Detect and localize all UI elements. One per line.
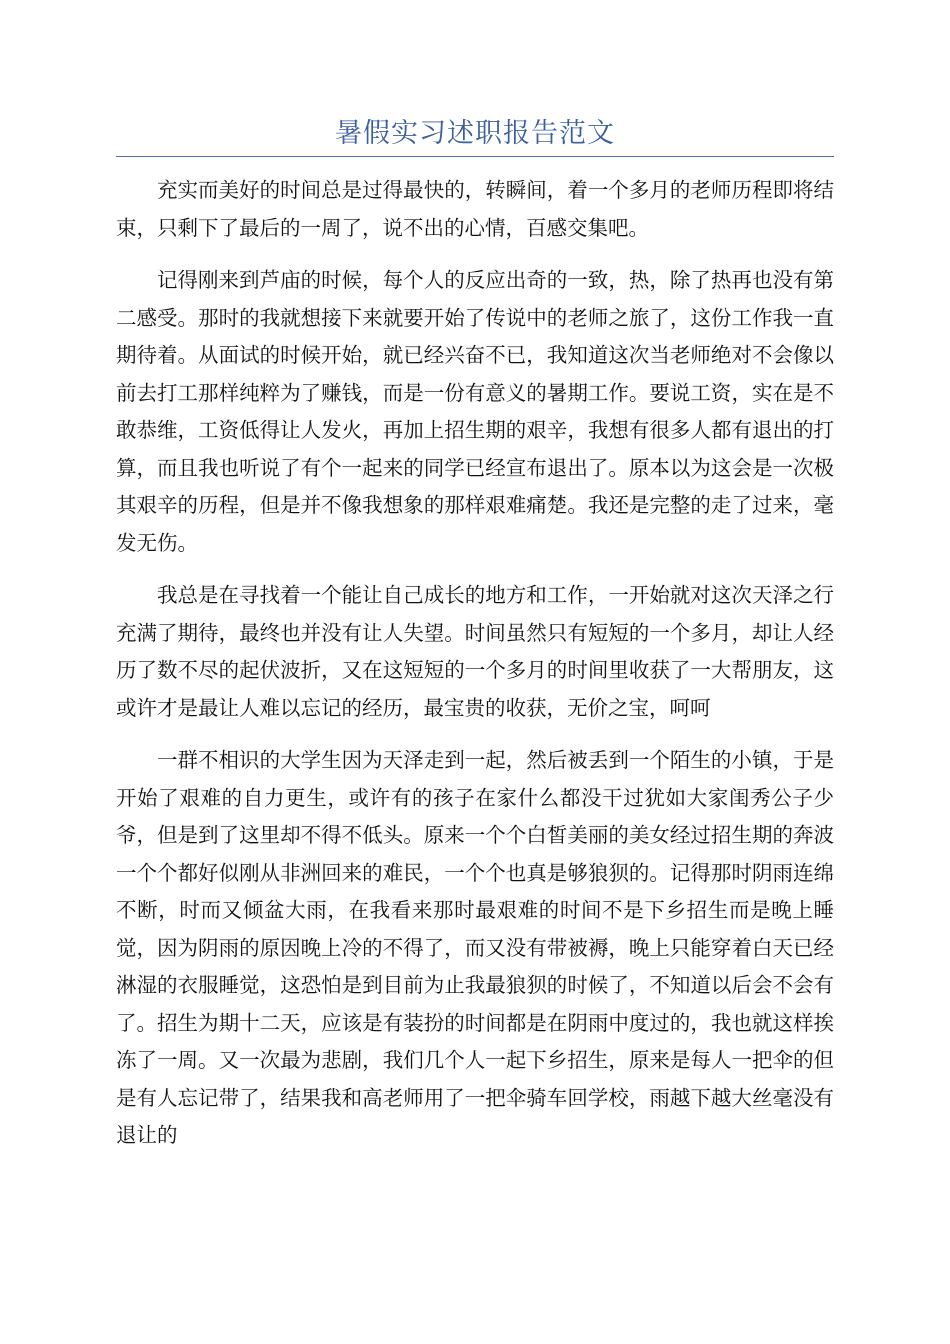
title-bar	[116, 112, 834, 157]
paragraph-2: 记得刚来到芦庙的时候，每个人的反应出奇的一致，热，除了热再也没有第二感受。那时的我就想接下来就要开始了传说中的老师之旅了，这份工作我一直期待着。从面试的时候开始，就已经兴奋不已，我知道这次当老师绝对不会像以前去打工那样纯粹为了赚钱，而是一份有意义的暑期工作。要说工资，实在是不敢恭维，工资低得让人发火，再加上招生期的艰辛，我想有很多人都有退出的打算，而且我也听说了有个一起来的同学已经宣布退出了。原本以为这会是一次极其艰辛的历程，但是并不像我想象的那样艰难痛楚。我还是完整的走了过来，毫发无伤。	[116, 268, 834, 555]
paragraph-1: 充实而美好的时间总是过得最快的，转瞬间，着一个多月的老师历程即将结束，只剩下了最后的一周了，说不出的心情，百感交集吧。	[116, 178, 834, 240]
paragraph-3: 我总是在寻找着一个能让自己成长的地方和工作，一开始就对这次天泽之行充满了期待，最终也并没有让人失望。时间虽然只有短短的一个多月，却让人经历了数不尽的起伏波折，又在这短短的一个多月的时间里收获了一大帮朋友，这或许才是最让人难以忘记的经历，最宝贵的收获，无价之宝，呵呵	[116, 583, 834, 720]
paragraph-4: 一群不相识的大学生因为天泽走到一起，然后被丢到一个陌生的小镇，于是开始了艰难的自力更生，或许有的孩子在家什么都没干过犹如大家闺秀公子少爷，但是到了这里却不得不低头。原来一个个白皙美丽的美女经过招生期的奔波一个个都好似刚从非洲回来的难民，一个个也真是够狼狈的。记得那时阴雨连绵不断，时而又倾盆大雨，在我看来那时最艰难的时间不是下乡招生而是晚上睡觉，因为阴雨的原因晚上冷的不得了，而又没有带被褥，晚上只能穿着白天已经淋湿的衣服睡觉，这恐怕是到目前为止我最狼狈的时候了，不知道以后会不会有了。招生为期十二天，应该是有装扮的时间都是在阴雨中度过的，我也就这样挨冻了一周。又一次最为悲剧，我们几个人一起下乡招生，原来是每人一把伞的但是有人忘记带了，结果我和高老师用了一把伞骑车回学校，雨越下越大丝毫没有退让的	[116, 748, 834, 1147]
document-body	[116, 172, 834, 1170]
document-title: 暑假实习述职报告范文	[335, 118, 615, 149]
